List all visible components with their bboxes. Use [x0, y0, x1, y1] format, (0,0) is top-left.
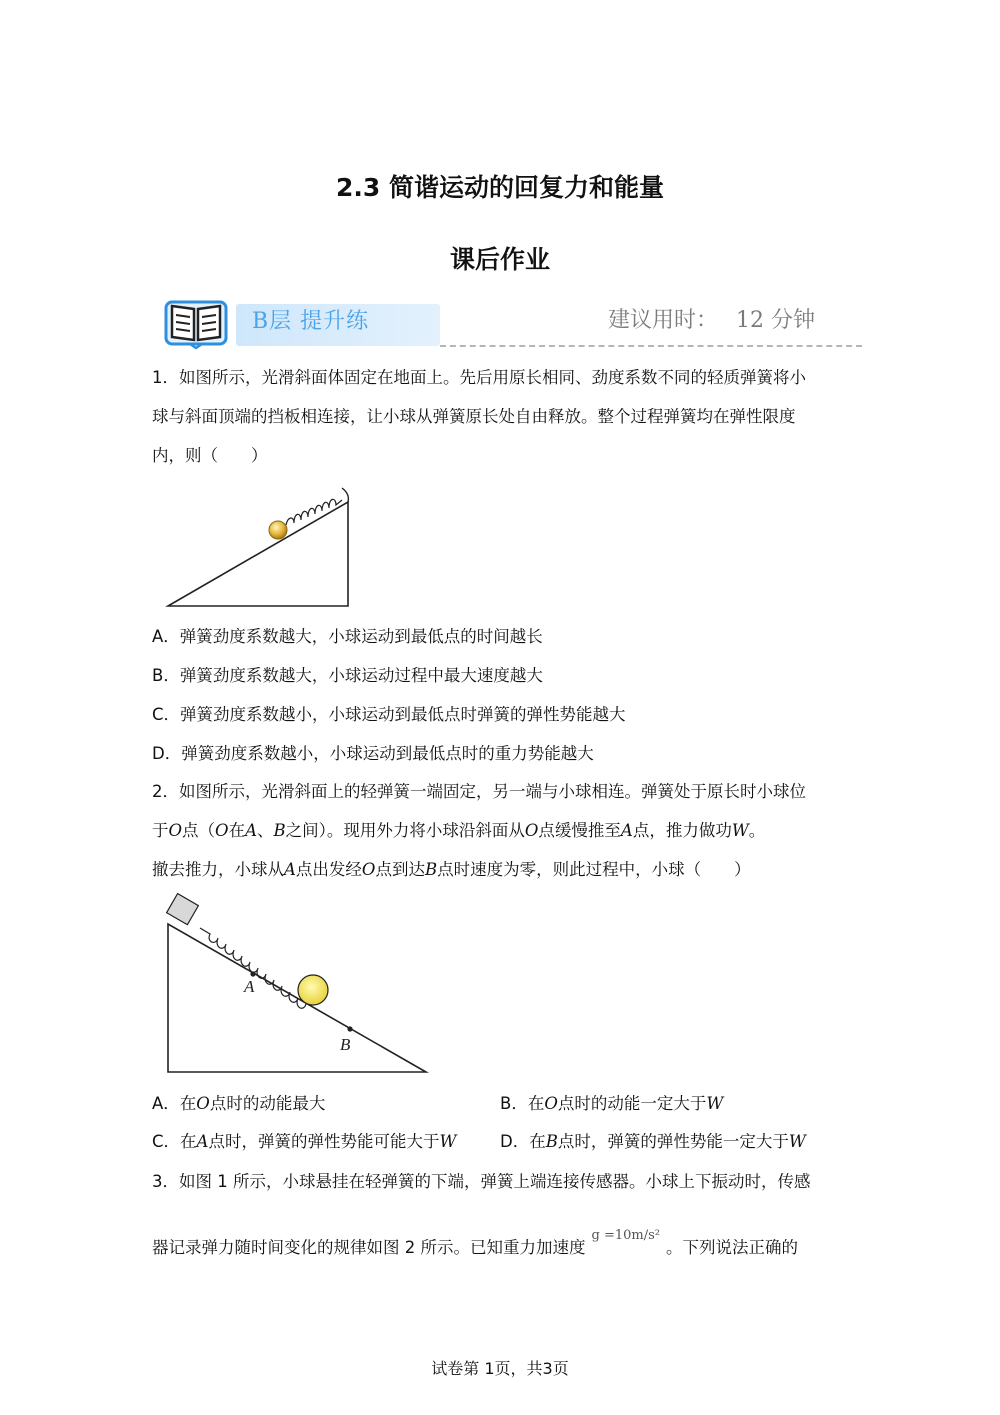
book-icon [164, 298, 228, 350]
question-1-stem [152, 358, 852, 475]
question-1-option-c: C．弹簧劲度系数越小，小球运动到最低点时弹簧的弹性势能越大 [152, 705, 626, 724]
figure-label-b: B [340, 1035, 351, 1054]
question-2-option-d: D．在B点时，弹簧的弹性势能一定大于W [500, 1132, 806, 1151]
question-2-line-1: 2．如图所示，光滑斜面上的轻弹簧一端固定，另一端与小球相连。弹簧处于原长时小球位 [152, 782, 806, 801]
question-1-option-a: A．弹簧劲度系数越大，小球运动到最低点的时间越长 [152, 627, 543, 646]
question-1-option-b: B．弹簧劲度系数越大，小球运动过程中最大速度越大 [152, 666, 543, 685]
banner-level-label: B层 提升练 [252, 309, 370, 334]
question-3-line-1: 3．如图 1 所示，小球悬挂在轻弹簧的下端，弹簧上端连接传感器。小球上下振动时，传感 [152, 1172, 811, 1191]
banner-suggested-time [608, 303, 815, 334]
question-2-option-c: C．在A点时，弹簧的弹性势能可能大于W [152, 1132, 457, 1151]
question-1-line-3: 内，则（ ） [152, 446, 268, 465]
page-footer: 试卷第 1页，共3页 [431, 1359, 569, 1378]
question-2-option-a: A．在O点时的动能最大 [152, 1094, 326, 1113]
question-2-stem [152, 772, 852, 889]
figure-label-a: A [244, 977, 255, 996]
question-3-line-2: 器记录弹力随时间变化的规律如图 2 所示。已知重力加速度$^{g =10m/s^2}$。下列说法正确的 [152, 1228, 798, 1257]
question-1-line-1: 1．如图所示，光滑斜面体固定在地面上。先后用原长相同、劲度系数不同的轻质弹簧将小 [152, 368, 806, 387]
question-1-option-d: D．弹簧劲度系数越小，小球运动到最低点时的重力势能越大 [152, 744, 594, 763]
page-title: 2.3 简谐运动的回复力和能量 [336, 173, 664, 202]
question-1-line-2: 球与斜面顶端的挡板相连接，让小球从弹簧原长处自由释放。整个过程弹簧均在弹性限度 [152, 407, 796, 426]
banner-time-label: 建议用时： [608, 308, 719, 333]
question-2-line-3: 撤去推力，小球从A点出发经O点到达B点时速度为零，则此过程中，小球（ ） [152, 860, 751, 879]
question-2-line-2: 于O点（O在A、B之间）。现用外力将小球沿斜面从O点缓慢推至A点，推力做功W。 [152, 821, 766, 840]
gravity-formula: g =10m/s² [591, 1228, 660, 1243]
banner-time-value: 12 分钟 [736, 308, 816, 333]
banner-divider [440, 345, 862, 347]
page-subtitle: 课后作业 [449, 245, 550, 274]
question-1-figure [160, 478, 360, 610]
question-2-option-b: B．在O点时的动能一定大于W [500, 1094, 724, 1113]
question-2-figure [160, 892, 440, 1082]
